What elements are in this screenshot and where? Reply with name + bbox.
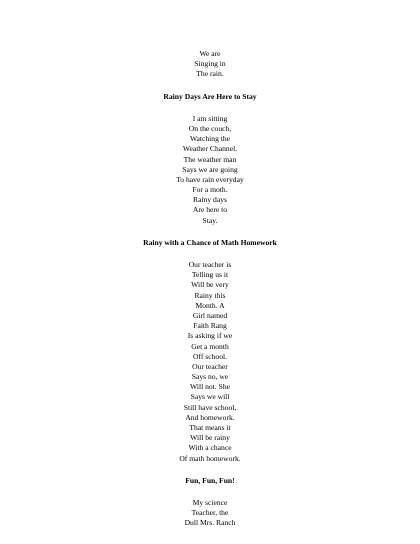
poem-line: Weather Channel. (182, 144, 238, 154)
poem-line: Telling us it (191, 270, 229, 280)
poem-line: Rainy days (193, 195, 227, 205)
poem-title: Fun, Fun, Fun! (185, 475, 235, 485)
poem-line: I am sitting (192, 113, 228, 123)
poem-line: Says no, we (191, 372, 229, 382)
poem-line: The weather man (183, 154, 237, 164)
poem-line: Girl named (192, 310, 228, 320)
stanza-rainy-days (0, 114, 420, 226)
poem-line: Our teacher is (188, 260, 232, 269)
poem-title: Rainy Days Are Here to Stay (163, 91, 257, 101)
poem-line: The rain. (196, 69, 224, 79)
stanza-singing-in-rain (0, 49, 420, 80)
stanza-math-homework (0, 260, 420, 464)
poem-line: Singing in (194, 59, 226, 69)
poem-line: Rainy this (194, 290, 226, 300)
poem-line: Dull Mrs. Ranch (184, 518, 236, 528)
poem-line: Get a month (191, 341, 229, 351)
poem-line: For a moth. (192, 185, 228, 195)
poem-line: Will not. She (190, 382, 230, 392)
poem-line: Will be rainy (190, 433, 230, 443)
poem-line: To have rain everyday (176, 174, 244, 184)
poem-page (0, 49, 420, 529)
poem-line: Says we are going (182, 164, 238, 174)
poem-line: Faith Rang (193, 321, 227, 331)
poem-line: Stay. (202, 215, 218, 225)
poem-line: And homework. (185, 412, 235, 422)
poem-line: Teacher, the (191, 508, 229, 518)
poem-line: Says we will (190, 392, 230, 402)
poem-line: On the couch, (188, 123, 232, 133)
poem-line: Is asking if we (187, 331, 233, 341)
poem-line: With a chance (188, 443, 232, 453)
poem-line: We are (199, 49, 221, 58)
poem-line: Of math homework. (179, 453, 241, 463)
poem-line: Off school. (192, 351, 228, 361)
stanza-fun-fun-fun (0, 498, 420, 529)
poem-line: Our teacher (192, 361, 228, 371)
poem-line: Will be very (191, 280, 229, 290)
poem-line: That means it (189, 423, 231, 432)
poem-line: Month. A (195, 300, 225, 310)
poem-line: Are here to (192, 205, 228, 215)
poem-line: My science (192, 497, 228, 507)
poem-line: Watching the (189, 134, 231, 144)
poem-title: Rainy with a Chance of Math Homework (143, 237, 277, 247)
poem-line: Still have school, (183, 402, 237, 412)
